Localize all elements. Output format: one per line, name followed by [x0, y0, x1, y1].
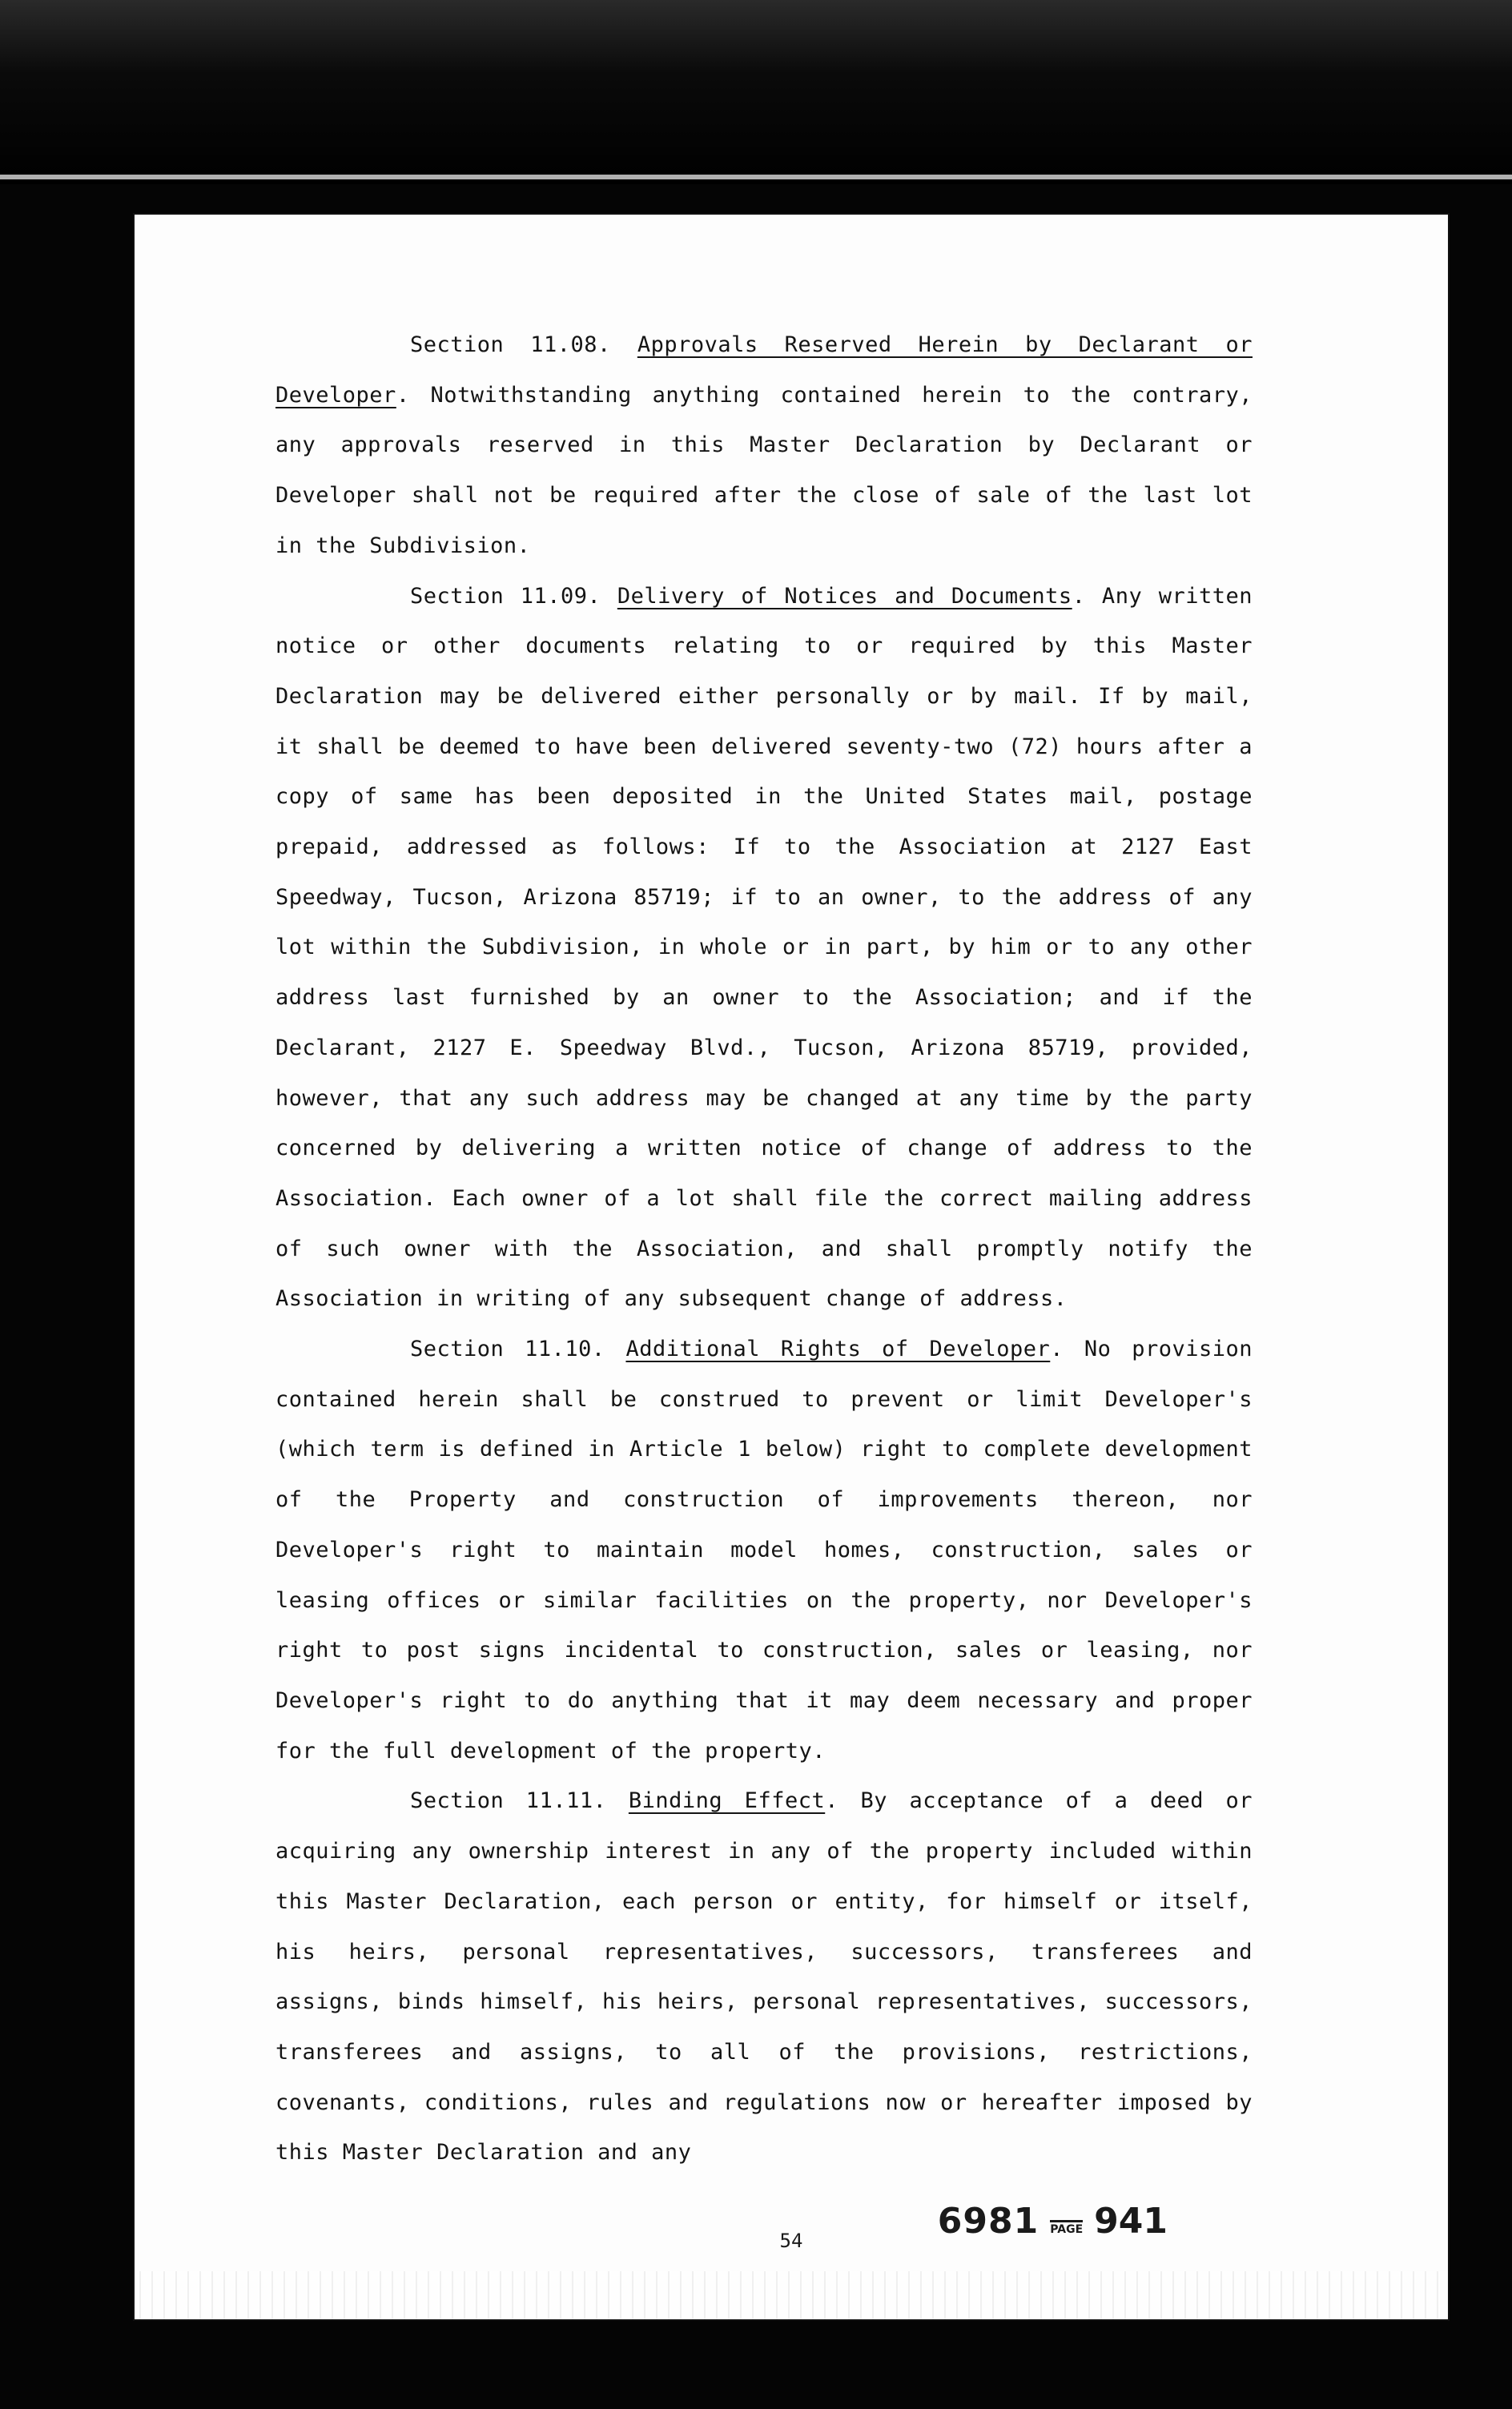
scanner-border-top: [0, 0, 1512, 184]
section-body: . Any written notice or other documents relating to or required by this Master Declaration may be delivered either personally or by mail. If by mail, it shall be deemed to have been delivered seventy-two (72) hours after a copy of same has been deposited in the United States mail, postage prepaid, addressed as follows: If to the Association at 2127 East Speedway, Tucson, Arizona 85719; if to an owner, to the address of any lot within the Subdivision, in whole or in part, by him or to any other address last furnished by an owner to the Association; and if the Declarant, 2127 E. Speedway Blvd., Tucson, Arizona 85719, provided, however, that any such address may be changed at any time by the party concerned by delivering a written notice of change of address to the Association. Each owner of a lot shall file the correct mailing address of such owner with the Association, and shall promptly notify the Association in writing of any subsequent change of address.: [275, 583, 1253, 1312]
recording-page-word: PAGE: [1050, 2220, 1083, 2235]
section-heading: Delivery of Notices and Documents: [617, 583, 1072, 609]
recording-book: 6981: [937, 2201, 1040, 2242]
scan-noise: [135, 2271, 1448, 2319]
document-body: [275, 320, 1253, 2178]
section-11-10: Section 11.10. Additional Rights of Developer. No provision contained herein shall be construed to prevent or limit Developer's (which term is defined in Article 1 below) right to complete development of the Property and construction of improvements thereon, nor Developer's right to maintain model homes, construction, sales or leasing offices or similar facilities on the property, nor Developer's right to post signs incidental to construction, sales or leasing, nor Developer's right to do anything that it may deem necessary and proper for the full development of the property.: [275, 1337, 1253, 1764]
section-heading: Approvals Reserved Herein by Declarant or Developer: [275, 332, 1253, 408]
document-page: [135, 215, 1448, 2319]
section-body: . Notwithstanding anything contained herein to the contrary, any approvals reserved in this Master Declaration by Declarant or Developer shall not be required after the close of sale of the last lot in the Subdivision.: [275, 382, 1253, 558]
section-body: . No provision contained herein shall be construed to prevent or limit Developer's (which term is defined in Article 1 below) right to complete development of the Property and construction of improvements thereon, nor Developer's right to maintain model homes, construction, sales or leasing offices or similar facilities on the property, nor Developer's right to post signs incidental to construction, sales or leasing, nor Developer's right to do anything that it may deem necessary and proper for the full development of the property.: [275, 1337, 1253, 1764]
section-body: . By acceptance of a deed or acquiring any ownership interest in any of the property included within this Master Declaration, each person or entity, for himself or itself, his heirs, personal representatives, successors, transferees and assigns, binds himself, his heirs, personal representatives, successors, transferees and assigns, to all of the provisions, restrictions, covenants, conditions, rules and regulations now or hereafter imposed by this Master Declaration and any: [275, 1788, 1253, 2166]
recording-page: 941: [1094, 2201, 1168, 2242]
page-number: 54: [779, 2230, 803, 2252]
section-heading: Additional Rights of Developer: [625, 1337, 1051, 1362]
section-heading: Binding Effect: [628, 1788, 826, 1814]
section-11-08: Section 11.08. Approvals Reserved Herein by Declarant or Developer. Notwithstanding anything contained herein to the contrary, any approvals reserved in this Master Declaration by Declarant or Developer shall not be required after the close of sale of the last lot in the Subdivision.: [275, 332, 1253, 558]
section-11-09: Section 11.09. Delivery of Notices and Documents. Any written notice or other documents relating to or required by this Master Declaration may be delivered either personally or by mail. If by mail, it shall be deemed to have been delivered seventy-two (72) hours after a copy of same has been deposited in the United States mail, postage prepaid, addressed as follows: If to the Association at 2127 East Speedway, Tucson, Arizona 85719; if to an owner, to the address of any lot within the Subdivision, in whole or in part, by him or to any other address last furnished by an owner to the Association; and if the Declarant, 2127 E. Speedway Blvd., Tucson, Arizona 85719, provided, however, that any such address may be changed at any time by the party concerned by delivering a written notice of change of address to the Association. Each owner of a lot shall file the correct mailing address of such owner with the Association, and shall promptly notify the Association in writing of any subsequent change of address.: [275, 583, 1253, 1312]
scanner-edge-line: [0, 175, 1512, 179]
section-11-11: Section 11.11. Binding Effect. By acceptance of a deed or acquiring any ownership interest in any of the property included within this Master Declaration, each person or entity, for himself or itself, his heirs, personal representatives, successors, transferees and assigns, binds himself, his heirs, personal representatives, successors, transferees and assigns, to all of the provisions, restrictions, covenants, conditions, rules and regulations now or hereafter imposed by this Master Declaration and any: [275, 1788, 1253, 2166]
